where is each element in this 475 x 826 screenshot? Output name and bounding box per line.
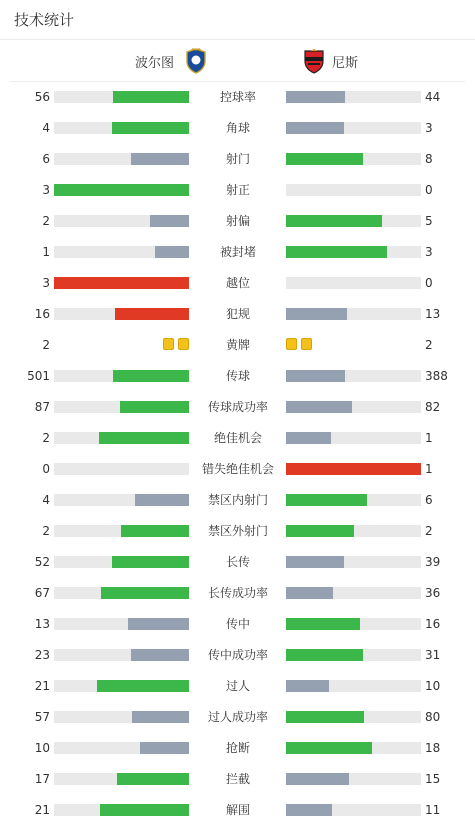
away-bar-track — [286, 649, 421, 661]
away-value: 5 — [425, 214, 433, 228]
home-bar-track — [54, 308, 189, 320]
away-bar-track — [286, 680, 421, 692]
home-value: 0 — [42, 462, 50, 476]
home-bar-fill — [113, 91, 189, 103]
away-value: 15 — [425, 772, 441, 786]
home-bar-track — [54, 122, 189, 134]
away-value: 388 — [425, 369, 448, 383]
away-value: 3 — [425, 245, 433, 259]
yellow-card-icon — [301, 338, 312, 350]
away-team-name: 尼斯 — [332, 55, 359, 71]
home-bar-track — [54, 432, 189, 444]
stat-row — [0, 493, 475, 507]
away-bar-track — [286, 370, 421, 382]
away-bar-track — [286, 494, 421, 506]
stat-label: 越位 — [225, 276, 250, 290]
away-value: 0 — [425, 183, 433, 197]
home-bar-track — [54, 649, 189, 661]
stat-label: 拦截 — [225, 772, 250, 786]
stat-row — [0, 586, 475, 600]
home-bar-track — [54, 680, 189, 692]
away-bar-track — [286, 804, 421, 816]
home-bar-fill — [54, 184, 189, 196]
away-value: 18 — [425, 741, 441, 755]
stat-label: 传中 — [225, 617, 250, 631]
stat-label: 过人成功率 — [207, 710, 268, 724]
stat-row — [0, 338, 475, 352]
away-value: 10 — [425, 679, 441, 693]
home-bar-track — [54, 277, 189, 289]
home-bar-fill — [121, 525, 189, 537]
stat-label: 黄牌 — [225, 338, 250, 352]
away-bar-track — [286, 184, 421, 196]
home-value: 21 — [34, 803, 50, 817]
home-bar-fill — [115, 308, 189, 320]
away-bar-track — [286, 463, 421, 475]
away-value: 8 — [425, 152, 433, 166]
home-bar-track — [54, 215, 189, 227]
page-title: 技术统计 — [14, 11, 75, 29]
stat-label: 长传 — [225, 555, 250, 569]
away-bar-fill — [286, 773, 349, 785]
away-bar-track — [286, 587, 421, 599]
home-value: 87 — [34, 400, 50, 414]
home-bar-track — [54, 494, 189, 506]
stat-label: 被封堵 — [219, 245, 256, 259]
home-team[interactable] — [135, 48, 208, 74]
away-bar-fill — [286, 401, 352, 413]
stat-label: 过人 — [225, 679, 250, 693]
stat-row — [0, 555, 475, 569]
home-bar-track — [54, 711, 189, 723]
home-bar-track — [54, 525, 189, 537]
away-value: 1 — [425, 431, 433, 445]
stat-label: 解围 — [225, 803, 250, 817]
away-bar-track — [286, 91, 421, 103]
away-bar-fill — [286, 370, 345, 382]
away-bar-fill — [286, 494, 367, 506]
stat-label: 犯规 — [225, 307, 250, 321]
away-value: 39 — [425, 555, 441, 569]
nice-crest-icon — [302, 48, 326, 74]
stat-row — [0, 214, 475, 228]
away-value: 0 — [425, 276, 433, 290]
home-bar-fill — [100, 804, 189, 816]
away-bar-fill — [286, 618, 360, 630]
home-bar-track — [54, 184, 189, 196]
home-value: 67 — [34, 586, 50, 600]
away-bar-fill — [286, 711, 364, 723]
home-bar-track — [54, 91, 189, 103]
porto-crest-icon — [184, 48, 208, 74]
stat-row — [0, 276, 475, 290]
stat-row — [0, 431, 475, 445]
stat-label: 抢断 — [225, 741, 250, 755]
stat-row — [0, 152, 475, 166]
home-bar-fill — [101, 587, 189, 599]
home-value: 56 — [34, 90, 50, 104]
away-bar-fill — [286, 91, 345, 103]
stat-row — [0, 617, 475, 631]
away-bar-track — [286, 618, 421, 630]
away-value: 3 — [425, 121, 433, 135]
away-bar-fill — [286, 742, 372, 754]
stat-row — [0, 183, 475, 197]
away-value: 1 — [425, 462, 433, 476]
stat-label: 角球 — [225, 121, 250, 135]
stat-label: 传球成功率 — [207, 400, 268, 414]
stat-row — [0, 710, 475, 724]
home-bar-track — [54, 587, 189, 599]
away-value: 2 — [425, 524, 433, 538]
away-bar-fill — [286, 308, 347, 320]
stat-row — [0, 741, 475, 755]
yellow-card-icon — [163, 338, 174, 350]
stat-label: 射正 — [225, 183, 250, 197]
stat-label: 传球 — [225, 369, 250, 383]
home-value: 10 — [34, 741, 50, 755]
away-bar-fill — [286, 649, 363, 661]
away-bar-track — [286, 773, 421, 785]
stat-label: 控球率 — [219, 90, 256, 104]
away-value: 36 — [425, 586, 441, 600]
away-bar-track — [286, 711, 421, 723]
home-bar-track — [54, 804, 189, 816]
home-value: 2 — [42, 524, 50, 538]
away-bar-track — [286, 556, 421, 568]
home-value: 23 — [34, 648, 50, 662]
away-bar-track — [286, 432, 421, 444]
stat-row — [0, 803, 475, 817]
home-value: 2 — [42, 338, 50, 352]
home-bar-fill — [113, 370, 189, 382]
away-bar-track — [286, 246, 421, 258]
away-value: 44 — [425, 90, 441, 104]
stat-row — [0, 679, 475, 693]
home-value: 2 — [42, 431, 50, 445]
away-bar-track — [286, 742, 421, 754]
stat-label: 错失绝佳机会 — [201, 462, 274, 476]
away-bar-track — [286, 215, 421, 227]
stat-row — [0, 462, 475, 476]
home-value: 4 — [42, 121, 50, 135]
home-bar-fill — [128, 618, 189, 630]
away-value: 82 — [425, 400, 441, 414]
home-bar-fill — [112, 122, 189, 134]
stat-label: 长传成功率 — [207, 586, 268, 600]
away-bar-fill — [286, 680, 329, 692]
stat-row — [0, 369, 475, 383]
stat-row — [0, 524, 475, 538]
away-value: 31 — [425, 648, 441, 662]
away-yellow-cards — [286, 338, 312, 350]
stat-label: 传中成功率 — [207, 648, 268, 662]
home-bar-fill — [135, 494, 189, 506]
home-bar-track — [54, 742, 189, 754]
away-value: 6 — [425, 493, 433, 507]
away-value: 11 — [425, 803, 441, 817]
yellow-card-icon — [286, 338, 297, 350]
home-bar-fill — [131, 153, 189, 165]
away-bar-fill — [286, 463, 421, 475]
home-yellow-cards — [163, 338, 189, 350]
home-team-name: 波尔图 — [135, 55, 175, 71]
away-value: 80 — [425, 710, 441, 724]
home-bar-track — [54, 556, 189, 568]
stat-row — [0, 245, 475, 259]
away-bar-fill — [286, 215, 382, 227]
stat-row — [0, 121, 475, 135]
away-value: 16 — [425, 617, 441, 631]
away-bar-track — [286, 525, 421, 537]
home-bar-fill — [150, 215, 189, 227]
teams-bar — [10, 40, 465, 82]
home-value: 17 — [34, 772, 50, 786]
away-bar-fill — [286, 587, 333, 599]
home-bar-fill — [112, 556, 189, 568]
stat-row — [0, 90, 475, 104]
stat-label: 禁区内射门 — [207, 493, 268, 507]
home-bar-track — [54, 153, 189, 165]
away-value: 13 — [425, 307, 441, 321]
stat-row — [0, 307, 475, 321]
away-bar-fill — [286, 122, 344, 134]
stat-row — [0, 648, 475, 662]
home-bar-fill — [117, 773, 189, 785]
page-header — [0, 0, 475, 40]
home-bar-track — [54, 246, 189, 258]
away-bar-fill — [286, 246, 387, 258]
home-value: 21 — [34, 679, 50, 693]
away-bar-track — [286, 308, 421, 320]
home-value: 13 — [34, 617, 50, 631]
yellow-card-icon — [178, 338, 189, 350]
home-value: 2 — [42, 214, 50, 228]
home-bar-fill — [132, 711, 189, 723]
away-bar-fill — [286, 804, 332, 816]
home-bar-fill — [97, 680, 189, 692]
stat-label: 绝佳机会 — [213, 431, 262, 445]
home-value: 501 — [27, 369, 50, 383]
stat-label: 禁区外射门 — [207, 524, 268, 538]
home-bar-track — [54, 401, 189, 413]
away-bar-fill — [286, 556, 344, 568]
home-bar-fill — [120, 401, 189, 413]
away-value: 2 — [425, 338, 433, 352]
away-bar-track — [286, 277, 421, 289]
home-bar-fill — [99, 432, 189, 444]
home-bar-track — [54, 618, 189, 630]
away-team[interactable] — [302, 48, 358, 74]
away-bar-fill — [286, 432, 331, 444]
home-value: 1 — [42, 245, 50, 259]
home-bar-track — [54, 463, 189, 475]
home-value: 4 — [42, 493, 50, 507]
home-value: 3 — [42, 183, 50, 197]
home-bar-track — [54, 370, 189, 382]
home-bar-fill — [155, 246, 189, 258]
stat-row — [0, 772, 475, 786]
home-bar-fill — [54, 277, 189, 289]
home-bar-fill — [131, 649, 189, 661]
stat-label: 射门 — [225, 152, 250, 166]
away-bar-fill — [286, 525, 354, 537]
home-value: 57 — [34, 710, 50, 724]
stat-label: 射偏 — [225, 214, 250, 228]
away-bar-track — [286, 153, 421, 165]
away-bar-track — [286, 401, 421, 413]
home-bar-track — [54, 773, 189, 785]
home-value: 6 — [42, 152, 50, 166]
home-bar-fill — [140, 742, 189, 754]
away-bar-track — [286, 122, 421, 134]
home-value: 16 — [34, 307, 50, 321]
home-value: 3 — [42, 276, 50, 290]
stat-row — [0, 400, 475, 414]
home-value: 52 — [34, 555, 50, 569]
away-bar-fill — [286, 153, 363, 165]
